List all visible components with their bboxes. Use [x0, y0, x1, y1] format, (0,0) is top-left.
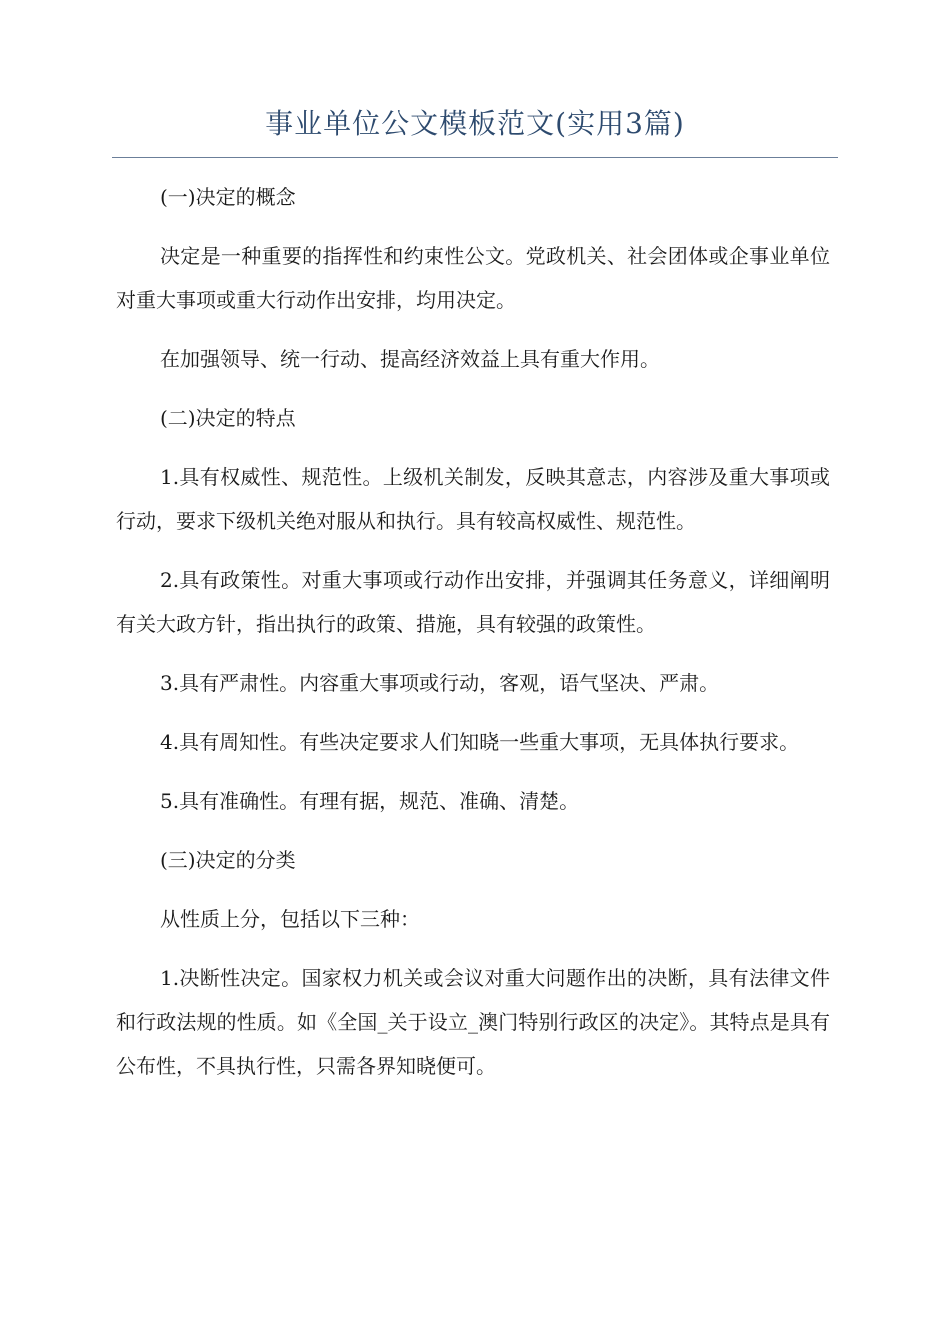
- list-item: 3.具有严肃性。内容重大事项或行动，客观，语气坚决、严肃。: [160, 671, 720, 695]
- document-title: 事业单位公文模板范文(实用3篇): [265, 107, 685, 140]
- title-divider: [112, 157, 838, 158]
- document-body: [116, 175, 830, 1103]
- section-heading-features: (二)决定的特点: [160, 406, 296, 430]
- list-item: 2.具有政策性。对重大事项或行动作出安排，并强调其任务意义，详细阐明有关大政方针，指出执行的政策、措施，具有较强的政策性。: [116, 568, 830, 636]
- section-heading-categories: (三)决定的分类: [160, 848, 296, 872]
- list-item: 4.具有周知性。有些决定要求人们知晓一些重大事项，无具体执行要求。: [160, 730, 800, 754]
- list-item: 5.具有准确性。有理有据，规范、准确、清楚。: [160, 789, 580, 813]
- section-heading-concept: (一)决定的概念: [160, 185, 296, 209]
- paragraph: 在加强领导、统一行动、提高经济效益上具有重大作用。: [160, 347, 660, 371]
- list-item: 1.具有权威性、规范性。上级机关制发，反映其意志，内容涉及重大事项或行动，要求下级机关绝对服从和执行。具有较高权威性、规范性。: [116, 465, 830, 533]
- list-item: 1.决断性决定。国家权力机关或会议对重大问题作出的决断，具有法律文件和行政法规的性质。如《全国_关于设立_澳门特别行政区的决定》。其特点是具有公布性，不具执行性，只需各界知晓便可。: [116, 966, 830, 1078]
- paragraph: 决定是一种重要的指挥性和约束性公文。党政机关、社会团体或企事业单位对重大事项或重大行动作出安排，均用决定。: [116, 244, 830, 312]
- paragraph: 从性质上分，包括以下三种：: [160, 907, 420, 931]
